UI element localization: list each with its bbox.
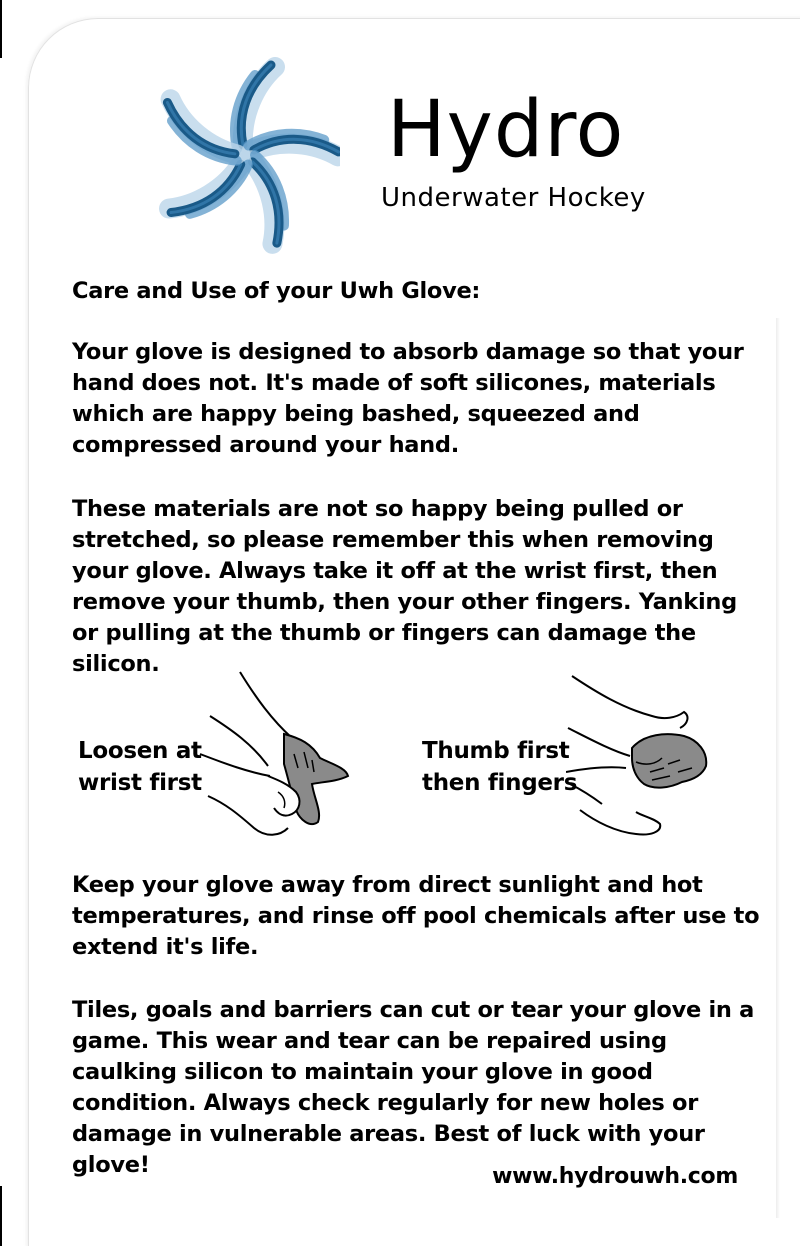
care-heading: Care and Use of your Uwh Glove: [72,278,481,304]
caption-loosen-wrist [78,735,202,799]
caption-loosen-line-1: Loosen at [78,738,202,764]
paragraph-repair: Tiles, goals and barriers can cut or tear your glove in a game. This wear and tear can be repaired using caulking silicon to maintain your glove in good condition. Always check regularly for new holes or damage in vulnerable areas. Best of luck with your glove! [72,997,754,1178]
brand-subtitle: Underwater Hockey [381,183,646,213]
caption-thumb-line-2: then fingers [422,770,578,796]
hydro-pinwheel-logo-icon [150,55,340,255]
thumb-first-hand-illustration [566,672,716,842]
loosen-wrist-hand-illustration [196,668,356,843]
brand-name: Hydro [387,85,625,175]
caption-thumb-line-1: Thumb first [422,738,570,764]
website-link[interactable]: www.hydrouwh.com [492,1164,738,1189]
paragraph-absorb-damage: Your glove is designed to absorb damage so that your hand does not. It's made of soft silicones, materials which are happy being bashed, squeezed and compressed around your hand. [72,339,744,458]
caption-thumb-first [422,735,577,799]
paragraph-removal-instructions: These materials are not so happy being pulled or stretched, so please remember this when removing your glove. Always take it off at the wrist first, then remove your thumb, then your other fingers. Yanking or pulling at the thumb or fingers can damage the silicon. [72,496,737,677]
caption-loosen-line-2: wrist first [78,770,202,796]
paragraph-sunlight: Keep your glove away from direct sunlight and hot temperatures, and rinse off pool chemicals after use to extend it's life. [72,872,760,960]
crop-mark-bottom-left [0,1186,2,1246]
crop-mark-top-left [0,0,2,58]
card-right-shadow [776,318,780,1218]
